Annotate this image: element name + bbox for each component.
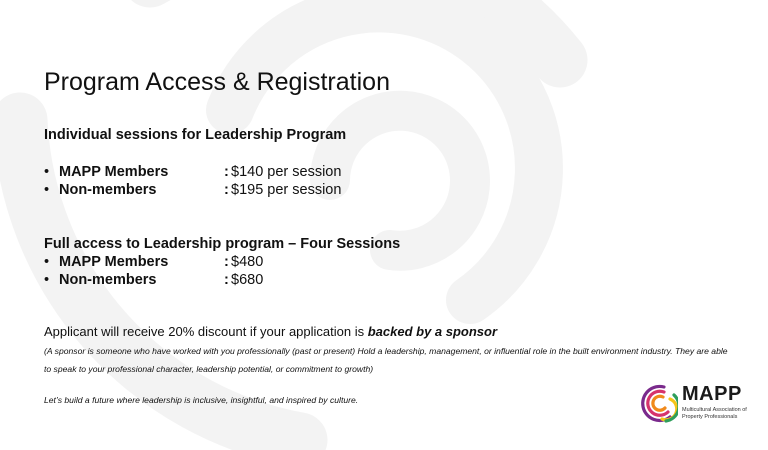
- bullet: •: [44, 272, 50, 288]
- price-label: Non-members: [59, 272, 157, 288]
- sponsor-note: (A sponsor is someone who have worked with you professionally (past or present) Hold a leadership, management, or influential role in the built environment industry. They are able to speak to your professional character, leadership potential, or commitment to growth): [44, 346, 728, 374]
- price-colon: :: [224, 182, 229, 198]
- individual-sessions-heading: Individual sessions for Leadership Program: [44, 127, 347, 143]
- price-colon: :: [224, 254, 229, 270]
- price-value: $140 per session: [231, 164, 342, 180]
- discount-statement: [44, 324, 497, 339]
- bullet: •: [44, 182, 50, 198]
- price-label: MAPP Members: [59, 164, 169, 180]
- price-label: Non-members: [59, 182, 157, 198]
- mapp-logo-mark-icon: [640, 383, 678, 423]
- mapp-logo: [640, 383, 758, 427]
- price-label: MAPP Members: [59, 254, 169, 270]
- full-access-heading: Full access to Leadership program – Four Sessions: [44, 236, 401, 252]
- price-colon: :: [224, 272, 229, 288]
- price-colon: :: [224, 164, 229, 180]
- slide-title: Program Access & Registration: [44, 68, 390, 96]
- discount-text: Applicant will receive 20% discount if your application is: [44, 324, 368, 339]
- price-value: $680: [231, 272, 264, 288]
- bullet: •: [44, 164, 50, 180]
- logo-wordmark: MAPP: [682, 383, 742, 405]
- closing-statement: Let’s build a future where leadership is inclusive, insightful, and inspired by culture.: [44, 395, 359, 405]
- price-value: $195 per session: [231, 182, 342, 198]
- logo-subtitle: Multicultural Association of Property Professionals: [682, 407, 747, 420]
- bullet: •: [44, 254, 50, 270]
- discount-emphasis: backed by a sponsor: [367, 324, 498, 339]
- price-value: $480: [231, 254, 264, 270]
